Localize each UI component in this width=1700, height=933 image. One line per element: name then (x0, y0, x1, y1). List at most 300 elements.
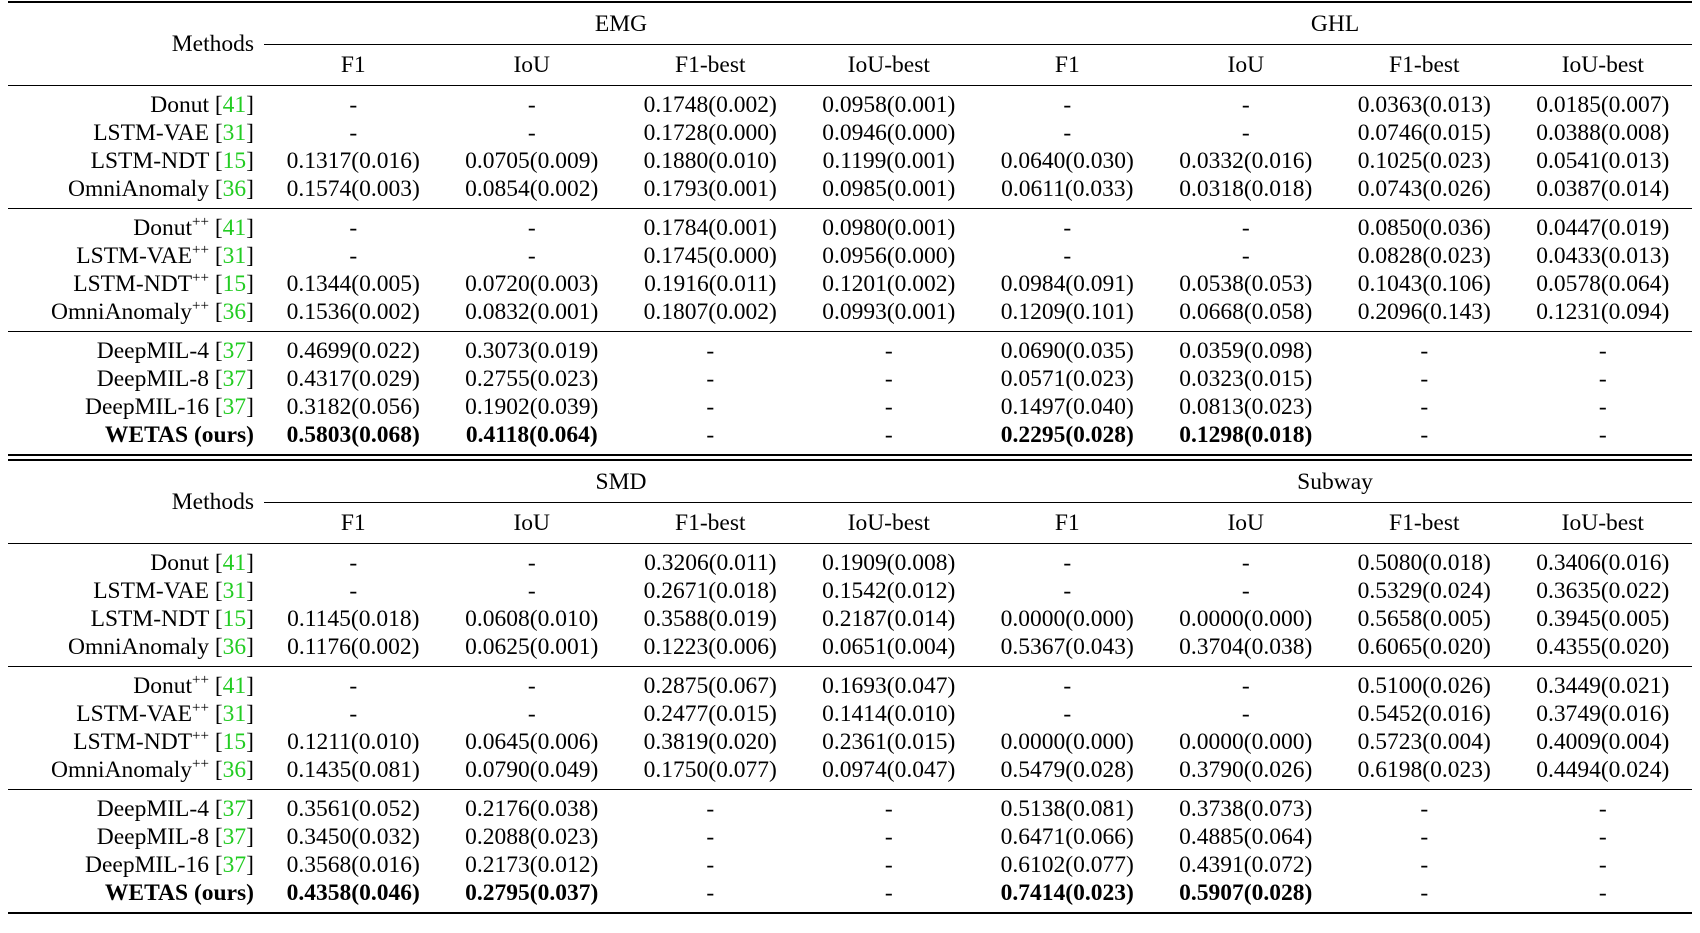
method-name: OmniAnomaly (67, 176, 215, 202)
table-row (8, 332, 1692, 366)
method-name-cell: Donut++ [41] (8, 667, 264, 701)
table-row (8, 86, 1692, 120)
value-cell: 0.2176(0.038) (443, 790, 622, 824)
value-cell: 0.0433(0.013) (1536, 243, 1670, 269)
table-row (8, 147, 1692, 175)
value-cell: 0.1199(0.001) (822, 148, 955, 174)
value-cell: - (1420, 824, 1429, 850)
value-cell: - (884, 366, 893, 392)
value-cell: 0.4118(0.064) (465, 422, 598, 448)
value-cell: - (1063, 701, 1072, 727)
citation-link[interactable]: 36 (222, 634, 247, 660)
value-cell: 0.0980(0.001) (800, 209, 979, 243)
method-name-cell: OmniAnomaly++ [36] (51, 298, 254, 325)
citation-link[interactable]: 36 (222, 757, 247, 783)
value-cell: - (1335, 332, 1514, 366)
metric-header: IoU-best (1514, 503, 1693, 544)
metric-header: IoU (1157, 45, 1336, 86)
citation-link[interactable]: 37 (222, 796, 247, 822)
value-cell: - (349, 578, 358, 604)
method-name: WETAS (ours) (104, 880, 254, 906)
value-cell: 0.0323(0.015) (1179, 366, 1313, 392)
value-cell: 0.0690(0.035) (978, 332, 1157, 366)
table-row (8, 851, 1692, 879)
value-cell: - (884, 852, 893, 878)
metric-header: F1 (264, 45, 443, 86)
metric-header: F1 (978, 503, 1157, 544)
value-cell: - (527, 578, 536, 604)
method-name-cell: LSTM-NDT [15] (90, 606, 254, 632)
citation-link[interactable]: 31 (222, 701, 247, 727)
citation-link[interactable]: 15 (222, 606, 247, 632)
method-name: LSTM-NDT (90, 606, 215, 632)
results-tables (8, 1, 1692, 914)
value-cell: - (1514, 790, 1693, 824)
metric-header: F1-best (1335, 45, 1514, 86)
value-cell: 0.4009(0.004) (1536, 729, 1670, 755)
method-superscript: ++ (192, 700, 209, 716)
value-cell: 0.0611(0.033) (1001, 176, 1134, 202)
method-name-cell: OmniAnomaly [36] (67, 634, 254, 660)
method-name: DeepMIL-8 (96, 824, 215, 850)
metric-header: IoU-best (800, 503, 979, 544)
value-cell: 0.0332(0.016) (1179, 148, 1313, 174)
table-row (8, 577, 1692, 605)
value-cell: 0.1902(0.039) (465, 394, 599, 420)
value-cell: 0.5723(0.004) (1357, 729, 1491, 755)
method-superscript: ++ (192, 672, 209, 688)
citation-link[interactable]: 15 (222, 729, 247, 755)
header-row-groups (8, 2, 1692, 45)
citation-link[interactable]: 15 (222, 148, 247, 174)
value-cell: 0.4355(0.020) (1536, 634, 1670, 660)
value-cell: - (1598, 852, 1607, 878)
value-cell: 0.5803(0.068) (286, 422, 420, 448)
value-cell: - (621, 879, 800, 913)
value-cell: 0.0571(0.023) (1000, 366, 1134, 392)
value-cell: 0.0974(0.047) (822, 757, 956, 783)
value-cell: 0.1344(0.005) (286, 271, 420, 297)
table-row (8, 790, 1692, 824)
value-cell: 0.2361(0.015) (822, 729, 956, 755)
value-cell: 0.3073(0.019) (443, 332, 622, 366)
value-cell: 0.0625(0.001) (465, 634, 599, 660)
method-name: LSTM-VAE (76, 243, 193, 269)
metric-header: IoU (443, 45, 622, 86)
value-cell: 0.4391(0.072) (1179, 852, 1313, 878)
table-row (8, 119, 1692, 147)
value-cell: - (800, 790, 979, 824)
value-cell: - (1157, 667, 1336, 701)
value-cell: 0.0828(0.023) (1357, 243, 1491, 269)
method-superscript: ++ (192, 298, 209, 314)
value-cell: 0.4699(0.022) (264, 332, 443, 366)
value-cell: 0.1211(0.010) (287, 729, 420, 755)
value-cell: - (1157, 209, 1336, 243)
value-cell: 0.5907(0.028) (1157, 879, 1336, 913)
table-row (8, 242, 1692, 270)
value-cell: 0.5080(0.018) (1335, 544, 1514, 578)
table-row (8, 270, 1692, 298)
value-cell: - (443, 209, 622, 243)
value-cell: - (1335, 790, 1514, 824)
method-name: DeepMIL-4 (96, 796, 215, 822)
citation-link[interactable]: 41 (222, 550, 247, 576)
value-cell: - (621, 790, 800, 824)
value-cell: 0.0790(0.049) (465, 757, 599, 783)
value-cell: - (1157, 544, 1336, 578)
value-cell: - (349, 120, 358, 146)
value-cell: 0.4358(0.046) (264, 879, 443, 913)
value-cell: - (1241, 243, 1250, 269)
value-cell: 0.0447(0.019) (1514, 209, 1693, 243)
value-cell: - (1420, 394, 1429, 420)
citation-link[interactable]: 31 (222, 243, 247, 269)
value-cell: 0.1435(0.081) (286, 757, 420, 783)
method-name: Donut (133, 215, 193, 241)
value-cell: - (800, 879, 979, 913)
value-cell: - (1514, 879, 1693, 913)
method-name: LSTM-NDT (73, 271, 193, 297)
value-cell: 0.2671(0.018) (643, 578, 777, 604)
value-cell: - (1157, 86, 1336, 120)
table-row (8, 393, 1692, 421)
value-cell: 0.3819(0.020) (643, 729, 777, 755)
method-name-cell: LSTM-NDT++ [15] (73, 728, 254, 755)
value-cell: - (978, 667, 1157, 701)
method-name-cell: OmniAnomaly [36] (67, 176, 254, 202)
value-cell: 0.0668(0.058) (1179, 299, 1313, 325)
value-cell: - (264, 86, 443, 120)
value-cell: 0.1750(0.077) (643, 757, 777, 783)
value-cell: 0.0541(0.013) (1536, 148, 1670, 174)
value-cell: - (800, 332, 979, 366)
method-superscript: ++ (192, 242, 209, 258)
citation-link[interactable]: 37 (222, 338, 247, 364)
value-cell: 0.1693(0.047) (800, 667, 979, 701)
value-cell: 0.2795(0.037) (443, 879, 622, 913)
value-cell: 0.0000(0.000) (1000, 729, 1134, 755)
header-row-groups (8, 461, 1692, 503)
value-cell: 0.3450(0.032) (286, 824, 420, 850)
value-cell: 0.0985(0.001) (822, 176, 956, 202)
value-cell: 0.1414(0.010) (822, 701, 956, 727)
value-cell: 0.1176(0.002) (287, 634, 420, 660)
citation-link[interactable]: 31 (222, 578, 247, 604)
value-cell: 0.3738(0.073) (1157, 790, 1336, 824)
value-cell: 0.1497(0.040) (1000, 394, 1134, 420)
table-row (8, 667, 1692, 701)
method-name: WETAS (ours) (104, 422, 254, 448)
methods-header: Methods (171, 489, 254, 515)
metric-header: F1 (978, 45, 1157, 86)
value-cell: 0.1145(0.018) (287, 606, 420, 632)
value-cell: 0.3945(0.005) (1536, 606, 1670, 632)
value-cell: 0.1880(0.010) (643, 148, 777, 174)
value-cell: - (527, 243, 536, 269)
table-row (8, 700, 1692, 728)
method-name: LSTM-VAE (93, 578, 215, 604)
method-name: Donut (150, 550, 215, 576)
table-row (8, 879, 1692, 913)
value-cell: 0.0640(0.030) (1000, 148, 1134, 174)
method-superscript: ++ (192, 270, 209, 286)
value-cell: 0.0850(0.036) (1335, 209, 1514, 243)
method-name-cell (8, 879, 264, 913)
value-cell: 0.0578(0.064) (1536, 271, 1670, 297)
value-cell: 0.1793(0.001) (643, 176, 777, 202)
value-cell: 0.3182(0.056) (286, 394, 420, 420)
value-cell: 0.7414(0.023) (978, 879, 1157, 913)
value-cell: - (1335, 879, 1514, 913)
citation-link[interactable]: 36 (222, 176, 247, 202)
value-cell: 0.0645(0.006) (465, 729, 599, 755)
value-cell: 0.0993(0.001) (822, 299, 956, 325)
table-row (8, 728, 1692, 756)
method-name: LSTM-VAE (93, 120, 215, 146)
method-name-cell: LSTM-VAE++ [31] (76, 700, 254, 727)
value-cell: 0.0743(0.026) (1357, 176, 1491, 202)
value-cell: 0.3790(0.026) (1179, 757, 1313, 783)
value-cell: - (1598, 422, 1607, 448)
value-cell: - (884, 394, 893, 420)
method-name-cell: DeepMIL-4 [37] (8, 332, 264, 366)
results-table-2 (8, 461, 1692, 914)
dataset-header-smd: SMD (595, 468, 647, 495)
citation-link[interactable]: 37 (222, 852, 247, 878)
value-cell: 0.2477(0.015) (643, 701, 777, 727)
method-name-cell (8, 421, 264, 454)
citation-link[interactable]: 31 (222, 120, 247, 146)
value-cell: 0.0000(0.000) (1000, 606, 1134, 632)
value-cell: 0.0958(0.001) (800, 86, 979, 120)
citation-link[interactable]: 15 (222, 271, 247, 297)
value-cell: - (706, 366, 715, 392)
metric-header: F1 (264, 503, 443, 544)
method-name-cell: DeepMIL-8 [37] (96, 366, 254, 392)
value-cell: - (527, 120, 536, 146)
method-name-cell: DeepMIL-16 [37] (84, 394, 254, 420)
value-cell: 0.1201(0.002) (822, 271, 956, 297)
value-cell: 0.3449(0.021) (1514, 667, 1693, 701)
metric-header: IoU-best (1514, 45, 1693, 86)
method-name-cell: Donut [41] (8, 544, 264, 578)
value-cell: 0.0956(0.000) (822, 243, 956, 269)
metric-header: F1-best (621, 503, 800, 544)
value-cell: - (1598, 394, 1607, 420)
method-name: Donut (150, 92, 215, 118)
value-cell: 0.0854(0.002) (465, 176, 599, 202)
value-cell: - (706, 852, 715, 878)
value-cell: - (706, 394, 715, 420)
metric-header: F1-best (621, 45, 800, 86)
value-cell: 0.1043(0.106) (1357, 271, 1491, 297)
method-name-cell: LSTM-VAE++ [31] (76, 242, 254, 269)
method-name-cell: LSTM-VAE [31] (93, 578, 254, 604)
value-cell: - (1241, 120, 1250, 146)
double-rule (8, 454, 1692, 461)
value-cell: 0.0185(0.007) (1514, 86, 1693, 120)
table-row (8, 756, 1692, 790)
value-cell: - (978, 544, 1157, 578)
value-cell: - (1420, 422, 1429, 448)
method-name: DeepMIL-4 (96, 338, 215, 364)
value-cell: 0.3206(0.011) (621, 544, 800, 578)
value-cell: - (1420, 366, 1429, 392)
value-cell: - (1598, 366, 1607, 392)
table-row (8, 605, 1692, 633)
value-cell: 0.5329(0.024) (1357, 578, 1491, 604)
value-cell: 0.0359(0.098) (1157, 332, 1336, 366)
value-cell: 0.1223(0.006) (643, 634, 777, 660)
value-cell: - (1063, 243, 1072, 269)
method-name-cell: Donut [41] (8, 86, 264, 120)
value-cell: 0.2755(0.023) (465, 366, 599, 392)
method-name: DeepMIL-16 (84, 394, 215, 420)
value-cell: 0.2096(0.143) (1357, 299, 1491, 325)
value-cell: 0.0832(0.001) (465, 299, 599, 325)
value-cell: 0.3568(0.016) (286, 852, 420, 878)
value-cell: - (443, 544, 622, 578)
value-cell: 0.3588(0.019) (643, 606, 777, 632)
value-cell: - (706, 422, 715, 448)
value-cell: 0.3561(0.052) (264, 790, 443, 824)
method-name: OmniAnomaly (51, 299, 193, 325)
dataset-header-ghl: GHL (978, 2, 1692, 45)
citation-link[interactable]: 41 (222, 673, 247, 699)
value-cell: 0.0705(0.009) (465, 148, 599, 174)
value-cell: - (1063, 120, 1072, 146)
value-cell: 0.1807(0.002) (643, 299, 777, 325)
value-cell: - (264, 667, 443, 701)
value-cell: 0.0946(0.000) (822, 120, 956, 146)
citation-link[interactable]: 37 (222, 394, 247, 420)
value-cell: 0.1728(0.000) (643, 120, 777, 146)
table-row (8, 175, 1692, 209)
value-cell: 0.5367(0.043) (1000, 634, 1134, 660)
value-cell: - (1241, 701, 1250, 727)
table-row (8, 633, 1692, 667)
value-cell: 0.3749(0.016) (1536, 701, 1670, 727)
table-row (8, 544, 1692, 578)
value-cell: - (443, 667, 622, 701)
value-cell: - (349, 701, 358, 727)
value-cell: 0.0813(0.023) (1179, 394, 1313, 420)
method-name: LSTM-VAE (76, 701, 193, 727)
value-cell: 0.1536(0.002) (286, 299, 420, 325)
value-cell: 0.6198(0.023) (1357, 757, 1491, 783)
value-cell: - (978, 209, 1157, 243)
value-cell: - (1420, 852, 1429, 878)
method-name-cell: DeepMIL-8 [37] (96, 824, 254, 850)
value-cell: 0.1745(0.000) (643, 243, 777, 269)
value-cell: 0.1025(0.023) (1357, 148, 1491, 174)
value-cell: 0.2088(0.023) (465, 824, 599, 850)
value-cell: 0.1748(0.002) (621, 86, 800, 120)
method-superscript: ++ (192, 756, 209, 772)
value-cell: - (264, 209, 443, 243)
method-name-cell: LSTM-NDT++ [15] (73, 270, 254, 297)
metric-header: F1-best (1335, 503, 1514, 544)
table-row (8, 421, 1692, 454)
value-cell: 0.5452(0.016) (1357, 701, 1491, 727)
value-cell: 0.2173(0.012) (465, 852, 599, 878)
value-cell: 0.3406(0.016) (1514, 544, 1693, 578)
dataset-header-subway: Subway (1297, 468, 1373, 495)
value-cell: 0.6102(0.077) (1000, 852, 1134, 878)
value-cell: 0.0651(0.004) (822, 634, 956, 660)
value-cell: 0.1574(0.003) (286, 176, 420, 202)
value-cell: 0.2187(0.014) (822, 606, 956, 632)
value-cell: 0.4317(0.029) (286, 366, 420, 392)
value-cell: 0.5138(0.081) (978, 790, 1157, 824)
value-cell: 0.0363(0.013) (1335, 86, 1514, 120)
value-cell: - (1063, 578, 1072, 604)
value-cell: - (978, 86, 1157, 120)
value-cell: 0.1542(0.012) (822, 578, 956, 604)
value-cell: 0.0720(0.003) (465, 271, 599, 297)
value-cell: 0.0000(0.000) (1179, 729, 1313, 755)
citation-link[interactable]: 41 (222, 92, 247, 118)
value-cell: 0.1916(0.011) (644, 271, 777, 297)
method-name: LSTM-NDT (90, 148, 215, 174)
value-cell: 0.2295(0.028) (1000, 422, 1134, 448)
value-cell: - (1598, 824, 1607, 850)
metric-header: IoU (443, 503, 622, 544)
method-name: DeepMIL-16 (84, 852, 215, 878)
value-cell: 0.0608(0.010) (465, 606, 599, 632)
method-name-cell: DeepMIL-4 [37] (8, 790, 264, 824)
value-cell: 0.3635(0.022) (1536, 578, 1670, 604)
value-cell: 0.0000(0.000) (1179, 606, 1313, 632)
methods-header: Methods (8, 2, 264, 86)
citation-link[interactable]: 41 (222, 215, 247, 241)
value-cell: 0.1298(0.018) (1179, 422, 1313, 448)
citation-link[interactable]: 37 (222, 824, 247, 850)
value-cell: - (349, 243, 358, 269)
value-cell: - (264, 544, 443, 578)
method-name: OmniAnomaly (67, 634, 215, 660)
method-name: LSTM-NDT (73, 729, 193, 755)
table-row (8, 823, 1692, 851)
method-name: OmniAnomaly (51, 757, 193, 783)
value-cell: 0.1317(0.016) (286, 148, 420, 174)
value-cell: 0.1784(0.001) (621, 209, 800, 243)
value-cell: 0.2875(0.067) (621, 667, 800, 701)
value-cell: - (1514, 332, 1693, 366)
value-cell: 0.0984(0.091) (1000, 271, 1134, 297)
method-name-cell: LSTM-VAE [31] (93, 120, 254, 146)
value-cell: - (706, 824, 715, 850)
value-cell: - (527, 701, 536, 727)
metric-header: IoU (1157, 503, 1336, 544)
method-superscript: ++ (192, 214, 209, 230)
value-cell: 0.3704(0.038) (1179, 634, 1313, 660)
value-cell: - (443, 86, 622, 120)
value-cell: - (884, 422, 893, 448)
value-cell: 0.0388(0.008) (1536, 120, 1670, 146)
table-row (8, 298, 1692, 332)
citation-link[interactable]: 36 (222, 299, 247, 325)
value-cell: 0.0387(0.014) (1536, 176, 1670, 202)
value-cell: 0.5479(0.028) (1000, 757, 1134, 783)
metric-header: IoU-best (800, 45, 979, 86)
value-cell: - (621, 332, 800, 366)
method-name-cell: OmniAnomaly++ [36] (51, 756, 254, 783)
method-name: DeepMIL-8 (96, 366, 215, 392)
citation-link[interactable]: 37 (222, 366, 247, 392)
value-cell: - (884, 824, 893, 850)
